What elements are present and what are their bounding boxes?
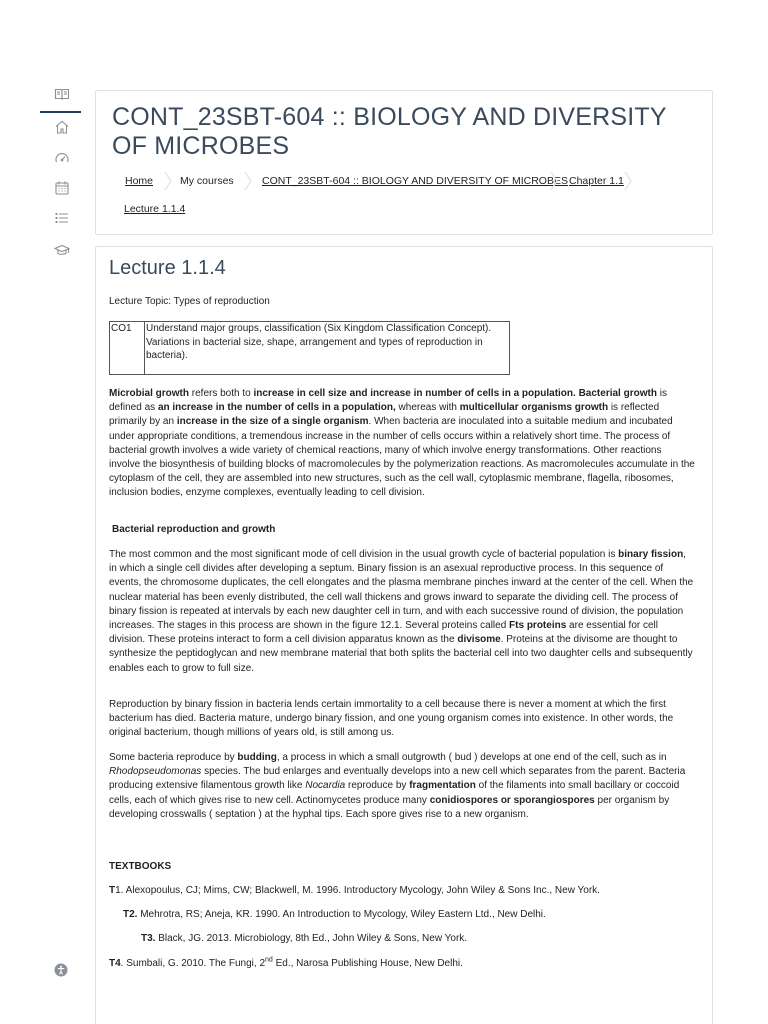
list-icon[interactable] <box>54 210 70 226</box>
course-title: CONT_23SBT-604 :: BIOLOGY AND DIVERSITY OF MICROBES <box>112 103 667 160</box>
breadcrumb-home[interactable]: Home <box>125 175 154 187</box>
chevron-right-icon <box>624 171 632 191</box>
paragraph-budding: Some bacteria reproduce by budding, a process in which a small outgrowth ( bud ) develops at one end of the cell, such as in Rhodopseudomonas species. The bud enlarges and eventually develops into a new cell which separates from the parent. Bacteria producing extensive filamentous growth like Nocardia reproduce by fragmentation of the filaments into small bacillary or coccoid cells, each of which gives rise to new cell. Actinomycetes produce many conidiospores or sporangiospores per organism by developing crosswalls ( septation ) at the hyphal tips. Each spore gives rise to a new organism. <box>109 752 686 820</box>
textbooks-heading: TEXTBOOKS <box>109 861 172 872</box>
textbook-ref: T1. Alexopoulus, CJ; Mims, CW; Blackwell, M. 1996. Introductory Mycology, John Wiley & Sons Inc., New York. <box>109 885 600 896</box>
table-row <box>110 322 510 375</box>
chevron-right-icon <box>244 171 252 191</box>
active-indicator <box>40 111 81 113</box>
breadcrumb-lecture[interactable]: Lecture 1.1.4 <box>124 203 186 215</box>
home-icon[interactable] <box>54 119 70 135</box>
lecture-topic: Lecture Topic: Types of reproduction <box>109 296 270 307</box>
course-outcome-table <box>109 321 510 375</box>
section-heading: Bacterial reproduction and growth <box>112 524 276 535</box>
chevron-right-icon <box>164 171 172 191</box>
textbook-ref: T3. Black, JG. 2013. Microbiology, 8th Ed., John Wiley & Sons, New York. <box>141 933 468 944</box>
course-header <box>95 90 713 235</box>
textbook-ref: T2. Mehrotra, RS; Aneja, KR. 1990. An Introduction to Mycology, Wiley Eastern Ltd., New Delhi. <box>123 909 546 920</box>
textbook-ref: T4. Sumbali, G. 2010. The Fungi, 2nd Ed., Narosa Publishing House, New Delhi. <box>109 956 463 969</box>
dashboard-icon[interactable] <box>54 150 70 166</box>
page-title: Lecture 1.1.4 <box>109 257 226 279</box>
paragraph-binary-fission: The most common and the most significant mode of cell division in the usual growth cycle of bacterial population is binary fission, in which a single cell divides after developing a septum. Binary fission is an asexual reproductive process. In this sequence of events, the chromosome duplicates, the cell elongates and the plasma membrane pinches inward at the center of the cell. When the nuclear material has been evenly distributed, the cell wall thickens and grows inward to separate the dividing cell. The process of binary fission is repeated at intervals by each new daughter cell in turn, and with each successive round of division, the population increases. The stages in this process are shown in the figure 12.1. Several proteins called Fts proteins are essential for cell division. These proteins interact to form a cell division apparatus known as the divisome. Proteins at the divisome are thought to synthesize the peptidoglycan and new membrane material that both splits the bacterial cell into two daughter cells and subsequently enables each to grow to full size. <box>109 549 694 674</box>
paragraph-immortality: Reproduction by binary fission in bacteria lends certain immortality to a cell because there is never a moment at which the first bacterium has died. Bacteria mature, undergo binary fission, and one young organism comes into existence. In other words, the original bacterium, though millions of years old, is still among us. <box>109 699 674 739</box>
calendar-icon[interactable] <box>54 180 70 196</box>
breadcrumb-my-courses[interactable]: My courses <box>180 175 234 187</box>
graduation-cap-icon[interactable] <box>54 242 70 258</box>
lecture-content <box>95 246 713 1024</box>
co-code: CO1 <box>110 322 145 375</box>
book-icon[interactable] <box>54 86 70 102</box>
breadcrumb-course[interactable]: CONT_23SBT-604 :: BIOLOGY AND DIVERSITY OF MICROBES <box>262 175 568 187</box>
chevron-right-icon <box>550 171 558 191</box>
paragraph-microbial-growth: Microbial growth refers both to increase in cell size and increase in number of cells in a population. Bacterial growth is defined as an increase in the number of cells in a population, whereas with multicellular organisms growth is reflected primarily by an increase in the size of a single organism. When bacteria are inoculated into a suitable medium and incubated under appropriate conditions, a tremendous increase in the number of cells occurs within a relatively short time. The process of bacterial growth involves a wide variety of chemical reactions, many of which involve energy transformations. Other reactions involve the biosynthesis of building blocks of macromolecules by the polymerization reactions. As macromolecules accumulate in the cytoplasm of the cell, they are assembled into new structures, such as the cell wall, cytoplasmic membrane, flagella, ribosomes, inclusion bodies, enzyme complexes, eventually leading to cell division. <box>109 388 695 499</box>
accessibility-icon[interactable] <box>54 963 68 977</box>
breadcrumb-chapter[interactable]: Chapter 1.1 <box>569 175 624 187</box>
co-description: Understand major groups, classification (Six Kingdom Classification Concept). Variations in bacterial size, shape, arrangement and types of reproduction in bacteria). <box>145 322 510 375</box>
